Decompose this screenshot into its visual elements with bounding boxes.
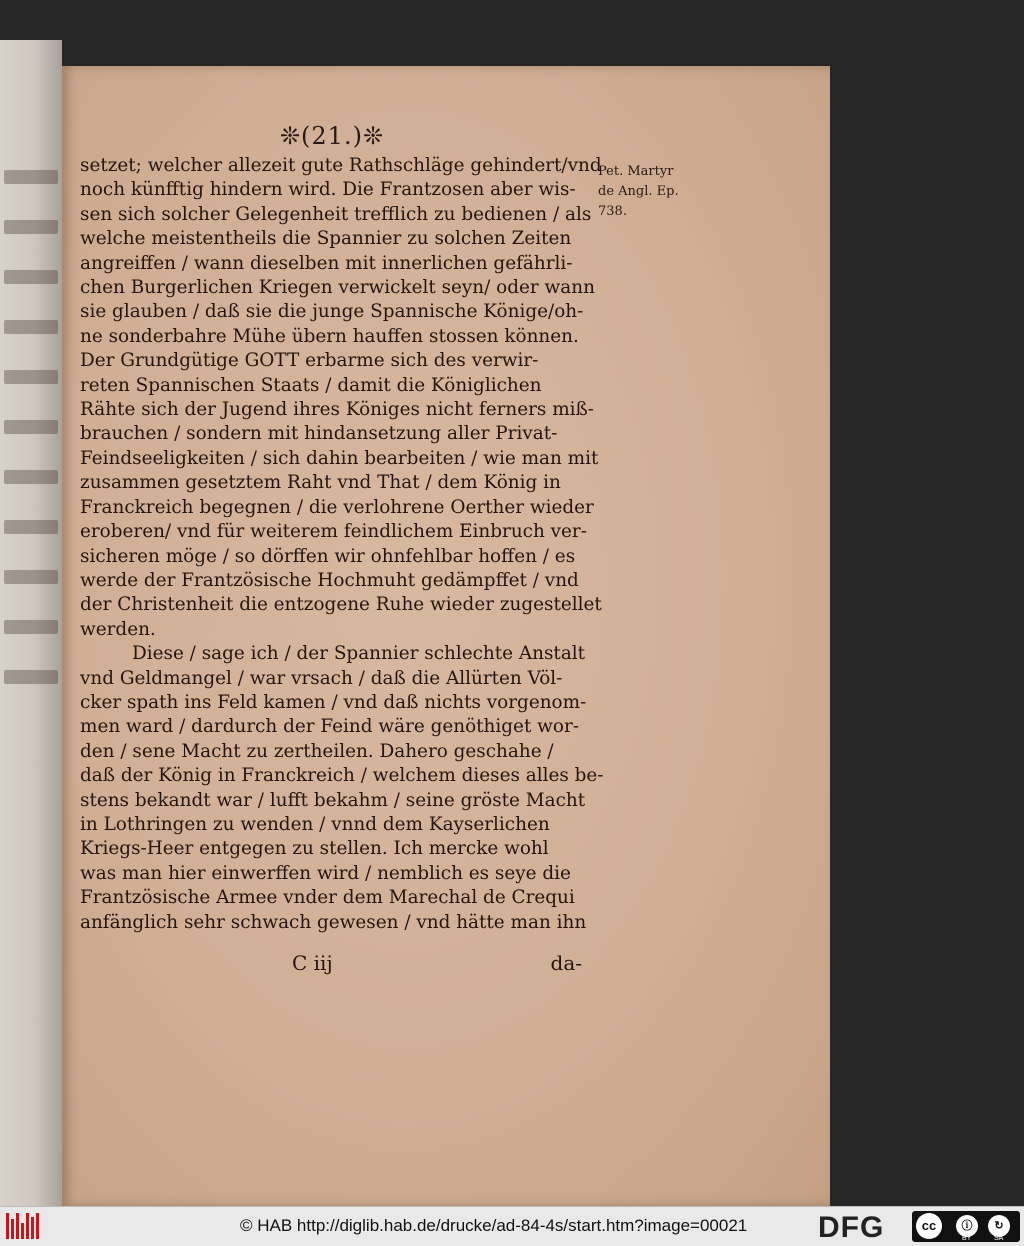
text-line: sen sich solcher Gelegenheit trefflich zu bedienen / als xyxy=(80,203,592,225)
text-line: der Christenheit die entzogene Ruhe wieder zugestellet xyxy=(80,594,602,616)
copyright-link[interactable]: © HAB http://diglib.hab.de/drucke/ad-84-4s/start.htm?image=00021 xyxy=(240,1216,748,1235)
text-line: angreiffen / wann dieselben mit innerlichen gefährli- xyxy=(80,252,573,274)
text-line: stens bekandt war / lufft bekahm / seine gröste Macht xyxy=(80,789,586,811)
text-line: was man hier einwerffen wird / nemblich es seye die xyxy=(80,862,571,884)
catchword: da- xyxy=(550,951,582,975)
text-line: zusammen gesetztem Raht vnd That / dem König in xyxy=(80,472,561,494)
text-line: den / sene Macht zu zertheilen. Dahero geschahe / xyxy=(80,740,554,762)
text-line: Franckreich begegnen / die verlohrene Oerther wieder xyxy=(80,496,594,518)
text-line: reten Spannischen Staats / damit die Königlichen xyxy=(80,374,542,396)
cc-license-badge[interactable] xyxy=(912,1211,1020,1242)
signature-mark: C iij xyxy=(292,951,333,975)
text-line: werden. xyxy=(80,618,156,640)
text-line: Der Grundgütige GOTT erbarme sich des verwir- xyxy=(80,350,539,372)
text-line: sie glauben / daß sie die junge Spannische Könige/oh- xyxy=(80,301,584,323)
ghost-text xyxy=(4,420,58,434)
ghost-text xyxy=(4,170,58,184)
book-page xyxy=(62,66,830,1206)
text-line: cker spath ins Feld kamen / vnd daß nichts vorgenom- xyxy=(80,691,587,713)
margin-note-line: Pet. Martyr xyxy=(598,164,674,179)
share-alike-icon: ↻ xyxy=(988,1215,1010,1237)
text-line: brauchen / sondern mit hindansetzung aller Privat- xyxy=(80,423,558,445)
cc-icon: cc xyxy=(916,1213,942,1239)
page-footer-line xyxy=(62,951,582,981)
ghost-text xyxy=(4,670,58,684)
viewer-footer-bar xyxy=(0,1206,1024,1246)
margin-note-line: 738. xyxy=(598,204,627,219)
page-number-header: ❊(21.)❊ xyxy=(279,122,385,150)
text-line: Feindseeligkeiten / sich dahin bearbeiten / wie man mit xyxy=(80,447,599,469)
text-line: setzet; welcher allezeit gute Rathschläge gehindert/vnd xyxy=(80,155,602,176)
previous-page-edge xyxy=(0,40,62,1206)
text-line: in Lothringen zu wenden / vnnd dem Kayserlichen xyxy=(80,813,550,835)
text-line: noch künfftig hindern wird. Die Frantzosen aber wis- xyxy=(80,179,576,201)
ghost-text xyxy=(4,570,58,584)
ghost-text xyxy=(4,220,58,234)
ghost-text xyxy=(4,320,58,334)
margin-note-line: de Angl. Ep. xyxy=(598,184,679,199)
ghost-text xyxy=(4,620,58,634)
sa-label: SA xyxy=(994,1235,1004,1242)
text-line: Kriegs-Heer entgegen zu stellen. Ich mercke wohl xyxy=(80,838,549,860)
text-line: werde der Frantzösische Hochmuht gedämpffet / vnd xyxy=(80,569,579,591)
text-line: anfänglich sehr schwach gewesen / vnd hätte man ihn xyxy=(80,911,587,933)
ghost-text xyxy=(4,270,58,284)
by-label: BY xyxy=(962,1235,972,1242)
text-line: sicheren möge / so dörffen wir ohnfehlbar hoffen / es xyxy=(80,545,576,567)
text-line: Rähte sich der Jugend ihres Königes nicht ferners miß- xyxy=(80,399,595,421)
dfg-logo[interactable]: DFG xyxy=(818,1211,885,1244)
text-line: Diese / sage ich / der Spannier schlechte Anstalt xyxy=(132,643,586,665)
hab-logo-icon[interactable] xyxy=(6,1213,40,1239)
text-line: vnd Geldmangel / war vrsach / daß die Allürten Völ- xyxy=(80,667,563,689)
text-line: men ward / dardurch der Feind wäre genöthiget wor- xyxy=(80,716,579,738)
text-line: eroberen/ vnd für weiterem feindlichem Einbruch ver- xyxy=(80,521,587,543)
text-line: welche meistentheils die Spannier zu solchen Zeiten xyxy=(80,228,572,250)
body-text xyxy=(80,154,604,935)
ghost-text xyxy=(4,470,58,484)
ghost-text xyxy=(4,370,58,384)
by-attribution-icon: ⓘ xyxy=(956,1215,978,1237)
ghost-text xyxy=(4,520,58,534)
text-line: Frantzösische Armee vnder dem Marechal de Crequi xyxy=(80,887,575,909)
margin-note xyxy=(598,162,718,222)
text-line: daß der König in Franckreich / welchem dieses alles be- xyxy=(80,765,604,787)
text-line: ne sonderbahre Mühe übern hauffen stossen können. xyxy=(80,325,579,347)
text-line: chen Burgerlichen Kriegen verwickelt seyn/ oder wann xyxy=(80,277,595,299)
